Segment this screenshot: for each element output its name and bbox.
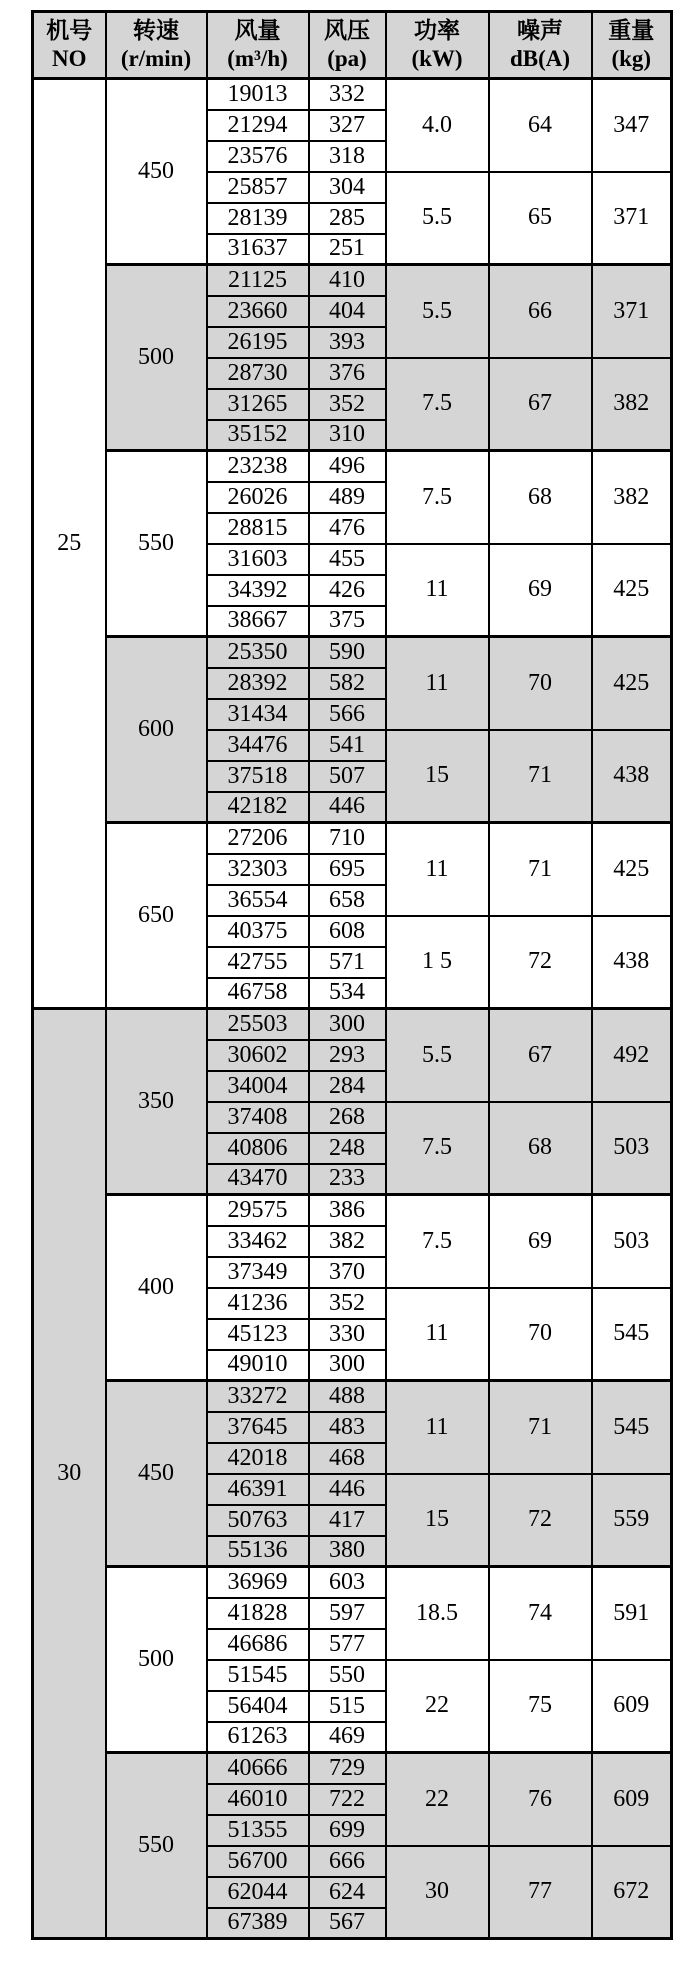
pressure-cell: 658 bbox=[309, 885, 386, 916]
speed-cell: 550 bbox=[106, 451, 207, 637]
flow-cell: 67389 bbox=[207, 1908, 309, 1939]
table-row bbox=[33, 1381, 672, 1412]
flow-cell: 41828 bbox=[207, 1598, 309, 1629]
pressure-cell: 624 bbox=[309, 1877, 386, 1908]
weight-cell: 559 bbox=[592, 1474, 672, 1567]
weight-cell: 371 bbox=[592, 265, 672, 358]
pressure-cell: 404 bbox=[309, 296, 386, 327]
noise-cell: 67 bbox=[489, 358, 592, 451]
pressure-cell: 386 bbox=[309, 1195, 386, 1226]
flow-cell: 26026 bbox=[207, 482, 309, 513]
speed-cell: 500 bbox=[106, 265, 207, 451]
flow-cell: 31265 bbox=[207, 389, 309, 420]
pressure-cell: 699 bbox=[309, 1815, 386, 1846]
flow-cell: 37408 bbox=[207, 1102, 309, 1133]
pressure-cell: 496 bbox=[309, 451, 386, 482]
pressure-cell: 417 bbox=[309, 1505, 386, 1536]
noise-cell: 77 bbox=[489, 1846, 592, 1939]
flow-cell: 21294 bbox=[207, 110, 309, 141]
noise-cell: 71 bbox=[489, 1381, 592, 1474]
noise-cell: 66 bbox=[489, 265, 592, 358]
pressure-cell: 268 bbox=[309, 1102, 386, 1133]
pressure-cell: 300 bbox=[309, 1009, 386, 1040]
flow-cell: 34476 bbox=[207, 730, 309, 761]
pressure-cell: 300 bbox=[309, 1350, 386, 1381]
pressure-cell: 695 bbox=[309, 854, 386, 885]
power-cell: 7.5 bbox=[386, 358, 489, 451]
pressure-cell: 571 bbox=[309, 947, 386, 978]
col-header-flow bbox=[207, 12, 309, 79]
weight-cell: 503 bbox=[592, 1195, 672, 1288]
table-body bbox=[33, 79, 672, 1939]
flow-cell: 31637 bbox=[207, 234, 309, 265]
pressure-cell: 577 bbox=[309, 1629, 386, 1660]
machine-no-cell: 30 bbox=[33, 1009, 106, 1939]
flow-cell: 31434 bbox=[207, 699, 309, 730]
weight-cell: 438 bbox=[592, 730, 672, 823]
pressure-cell: 382 bbox=[309, 1226, 386, 1257]
flow-cell: 23660 bbox=[207, 296, 309, 327]
pressure-cell: 248 bbox=[309, 1133, 386, 1164]
power-cell: 7.5 bbox=[386, 451, 489, 544]
flow-cell: 42182 bbox=[207, 792, 309, 823]
table-header bbox=[33, 12, 672, 79]
weight-cell: 545 bbox=[592, 1381, 672, 1474]
weight-cell: 347 bbox=[592, 79, 672, 172]
flow-cell: 41236 bbox=[207, 1288, 309, 1319]
flow-cell: 19013 bbox=[207, 79, 309, 110]
flow-cell: 35152 bbox=[207, 420, 309, 451]
weight-cell: 438 bbox=[592, 916, 672, 1009]
pressure-cell: 469 bbox=[309, 1722, 386, 1753]
power-cell: 7.5 bbox=[386, 1102, 489, 1195]
pressure-cell: 489 bbox=[309, 482, 386, 513]
pressure-cell: 446 bbox=[309, 792, 386, 823]
pressure-cell: 582 bbox=[309, 668, 386, 699]
table-row bbox=[33, 1567, 672, 1598]
table-row bbox=[33, 1009, 672, 1040]
pressure-cell: 310 bbox=[309, 420, 386, 451]
pressure-cell: 603 bbox=[309, 1567, 386, 1598]
weight-cell: 382 bbox=[592, 358, 672, 451]
pressure-cell: 729 bbox=[309, 1753, 386, 1784]
col-header-pressure bbox=[309, 12, 386, 79]
flow-cell: 45123 bbox=[207, 1319, 309, 1350]
header-label: 转速 bbox=[133, 18, 179, 44]
power-cell: 18.5 bbox=[386, 1567, 489, 1660]
flow-cell: 28392 bbox=[207, 668, 309, 699]
noise-cell: 76 bbox=[489, 1753, 592, 1846]
pressure-cell: 352 bbox=[309, 1288, 386, 1319]
flow-cell: 31603 bbox=[207, 544, 309, 575]
pressure-cell: 608 bbox=[309, 916, 386, 947]
noise-cell: 67 bbox=[489, 1009, 592, 1102]
weight-cell: 492 bbox=[592, 1009, 672, 1102]
flow-cell: 28730 bbox=[207, 358, 309, 389]
pressure-cell: 597 bbox=[309, 1598, 386, 1629]
power-cell: 22 bbox=[386, 1753, 489, 1846]
flow-cell: 37349 bbox=[207, 1257, 309, 1288]
table-row bbox=[33, 1753, 672, 1784]
flow-cell: 46686 bbox=[207, 1629, 309, 1660]
power-cell: 11 bbox=[386, 637, 489, 730]
header-unit: (m³/h) bbox=[227, 46, 288, 71]
header-unit: dB(A) bbox=[509, 46, 571, 71]
noise-cell: 64 bbox=[489, 79, 592, 172]
noise-cell: 74 bbox=[489, 1567, 592, 1660]
pressure-cell: 567 bbox=[309, 1908, 386, 1939]
flow-cell: 28815 bbox=[207, 513, 309, 544]
pressure-cell: 455 bbox=[309, 544, 386, 575]
fan-spec-table bbox=[31, 10, 673, 1940]
weight-cell: 609 bbox=[592, 1753, 672, 1846]
pressure-cell: 566 bbox=[309, 699, 386, 730]
pressure-cell: 534 bbox=[309, 978, 386, 1009]
header-label: 风压 bbox=[324, 18, 370, 44]
table-row bbox=[33, 637, 672, 668]
flow-cell: 46010 bbox=[207, 1784, 309, 1815]
power-cell: 7.5 bbox=[386, 1195, 489, 1288]
speed-cell: 500 bbox=[106, 1567, 207, 1753]
machine-no-cell: 25 bbox=[33, 79, 106, 1009]
flow-cell: 34004 bbox=[207, 1071, 309, 1102]
noise-cell: 68 bbox=[489, 451, 592, 544]
header-unit: (pa) bbox=[327, 46, 367, 71]
noise-cell: 69 bbox=[489, 1195, 592, 1288]
pressure-cell: 476 bbox=[309, 513, 386, 544]
noise-cell: 71 bbox=[489, 823, 592, 916]
weight-cell: 425 bbox=[592, 544, 672, 637]
header-label: 功率 bbox=[414, 18, 460, 44]
pressure-cell: 318 bbox=[309, 141, 386, 172]
flow-cell: 62044 bbox=[207, 1877, 309, 1908]
power-cell: 5.5 bbox=[386, 265, 489, 358]
power-cell: 5.5 bbox=[386, 172, 489, 265]
weight-cell: 545 bbox=[592, 1288, 672, 1381]
flow-cell: 42018 bbox=[207, 1443, 309, 1474]
speed-cell: 400 bbox=[106, 1195, 207, 1381]
pressure-cell: 370 bbox=[309, 1257, 386, 1288]
pressure-cell: 541 bbox=[309, 730, 386, 761]
weight-cell: 503 bbox=[592, 1102, 672, 1195]
noise-cell: 72 bbox=[489, 1474, 592, 1567]
flow-cell: 23238 bbox=[207, 451, 309, 482]
flow-cell: 51545 bbox=[207, 1660, 309, 1691]
header-unit: (r/min) bbox=[120, 46, 192, 71]
flow-cell: 36969 bbox=[207, 1567, 309, 1598]
flow-cell: 28139 bbox=[207, 203, 309, 234]
pressure-cell: 330 bbox=[309, 1319, 386, 1350]
pressure-cell: 468 bbox=[309, 1443, 386, 1474]
flow-cell: 46758 bbox=[207, 978, 309, 1009]
speed-cell: 450 bbox=[106, 1381, 207, 1567]
pressure-cell: 327 bbox=[309, 110, 386, 141]
header-label: 机号 bbox=[46, 18, 93, 44]
noise-cell: 75 bbox=[489, 1660, 592, 1753]
pressure-cell: 284 bbox=[309, 1071, 386, 1102]
flow-cell: 55136 bbox=[207, 1536, 309, 1567]
pressure-cell: 293 bbox=[309, 1040, 386, 1071]
pressure-cell: 483 bbox=[309, 1412, 386, 1443]
pressure-cell: 507 bbox=[309, 761, 386, 792]
power-cell: 5.5 bbox=[386, 1009, 489, 1102]
weight-cell: 591 bbox=[592, 1567, 672, 1660]
speed-cell: 550 bbox=[106, 1753, 207, 1939]
weight-cell: 371 bbox=[592, 172, 672, 265]
flow-cell: 49010 bbox=[207, 1350, 309, 1381]
pressure-cell: 304 bbox=[309, 172, 386, 203]
noise-cell: 69 bbox=[489, 544, 592, 637]
flow-cell: 25503 bbox=[207, 1009, 309, 1040]
flow-cell: 56700 bbox=[207, 1846, 309, 1877]
pressure-cell: 233 bbox=[309, 1164, 386, 1195]
flow-cell: 40666 bbox=[207, 1753, 309, 1784]
flow-cell: 51355 bbox=[207, 1815, 309, 1846]
weight-cell: 382 bbox=[592, 451, 672, 544]
weight-cell: 672 bbox=[592, 1846, 672, 1939]
pressure-cell: 446 bbox=[309, 1474, 386, 1505]
speed-cell: 350 bbox=[106, 1009, 207, 1195]
flow-cell: 32303 bbox=[207, 854, 309, 885]
col-header-noise bbox=[489, 12, 592, 79]
power-cell: 11 bbox=[386, 1288, 489, 1381]
power-cell: 11 bbox=[386, 1381, 489, 1474]
header-unit: NO bbox=[52, 46, 87, 71]
table-row bbox=[33, 1195, 672, 1226]
pressure-cell: 722 bbox=[309, 1784, 386, 1815]
flow-cell: 26195 bbox=[207, 327, 309, 358]
weight-cell: 425 bbox=[592, 823, 672, 916]
pressure-cell: 375 bbox=[309, 606, 386, 637]
flow-cell: 50763 bbox=[207, 1505, 309, 1536]
flow-cell: 25350 bbox=[207, 637, 309, 668]
flow-cell: 38667 bbox=[207, 606, 309, 637]
col-header-machine-no bbox=[33, 12, 106, 79]
header-label: 重量 bbox=[608, 18, 655, 44]
table-row bbox=[33, 451, 672, 482]
weight-cell: 425 bbox=[592, 637, 672, 730]
flow-cell: 21125 bbox=[207, 265, 309, 296]
pressure-cell: 515 bbox=[309, 1691, 386, 1722]
flow-cell: 37645 bbox=[207, 1412, 309, 1443]
pressure-cell: 352 bbox=[309, 389, 386, 420]
noise-cell: 68 bbox=[489, 1102, 592, 1195]
col-header-speed bbox=[106, 12, 207, 79]
flow-cell: 37518 bbox=[207, 761, 309, 792]
weight-cell: 609 bbox=[592, 1660, 672, 1753]
header-unit: (kW) bbox=[411, 46, 463, 71]
noise-cell: 70 bbox=[489, 637, 592, 730]
flow-cell: 30602 bbox=[207, 1040, 309, 1071]
speed-cell: 600 bbox=[106, 637, 207, 823]
power-cell: 22 bbox=[386, 1660, 489, 1753]
pressure-cell: 380 bbox=[309, 1536, 386, 1567]
noise-cell: 70 bbox=[489, 1288, 592, 1381]
speed-cell: 450 bbox=[106, 79, 207, 265]
pressure-cell: 285 bbox=[309, 203, 386, 234]
speed-cell: 650 bbox=[106, 823, 207, 1009]
flow-cell: 42755 bbox=[207, 947, 309, 978]
flow-cell: 25857 bbox=[207, 172, 309, 203]
header-label: 噪声 bbox=[517, 18, 563, 44]
pressure-cell: 590 bbox=[309, 637, 386, 668]
flow-cell: 29575 bbox=[207, 1195, 309, 1226]
flow-cell: 40375 bbox=[207, 916, 309, 947]
flow-cell: 33272 bbox=[207, 1381, 309, 1412]
power-cell: 15 bbox=[386, 1474, 489, 1567]
flow-cell: 40806 bbox=[207, 1133, 309, 1164]
power-cell: 15 bbox=[386, 730, 489, 823]
flow-cell: 43470 bbox=[207, 1164, 309, 1195]
flow-cell: 23576 bbox=[207, 141, 309, 172]
power-cell: 30 bbox=[386, 1846, 489, 1939]
flow-cell: 33462 bbox=[207, 1226, 309, 1257]
table-row bbox=[33, 823, 672, 854]
flow-cell: 46391 bbox=[207, 1474, 309, 1505]
flow-cell: 27206 bbox=[207, 823, 309, 854]
pressure-cell: 550 bbox=[309, 1660, 386, 1691]
pressure-cell: 251 bbox=[309, 234, 386, 265]
pressure-cell: 710 bbox=[309, 823, 386, 854]
flow-cell: 36554 bbox=[207, 885, 309, 916]
pressure-cell: 376 bbox=[309, 358, 386, 389]
pressure-cell: 393 bbox=[309, 327, 386, 358]
noise-cell: 65 bbox=[489, 172, 592, 265]
flow-cell: 34392 bbox=[207, 575, 309, 606]
header-unit: (kg) bbox=[611, 46, 652, 71]
pressure-cell: 666 bbox=[309, 1846, 386, 1877]
col-header-power bbox=[386, 12, 489, 79]
power-cell: 11 bbox=[386, 823, 489, 916]
header-row bbox=[33, 12, 672, 79]
noise-cell: 72 bbox=[489, 916, 592, 1009]
flow-cell: 56404 bbox=[207, 1691, 309, 1722]
table-row bbox=[33, 79, 672, 110]
pressure-cell: 426 bbox=[309, 575, 386, 606]
flow-cell: 61263 bbox=[207, 1722, 309, 1753]
col-header-weight bbox=[592, 12, 672, 79]
noise-cell: 71 bbox=[489, 730, 592, 823]
power-cell: 4.0 bbox=[386, 79, 489, 172]
power-cell: 1 5 bbox=[386, 916, 489, 1009]
pressure-cell: 488 bbox=[309, 1381, 386, 1412]
power-cell: 11 bbox=[386, 544, 489, 637]
pressure-cell: 410 bbox=[309, 265, 386, 296]
table-row bbox=[33, 265, 672, 296]
header-label: 风量 bbox=[234, 18, 281, 44]
pressure-cell: 332 bbox=[309, 79, 386, 110]
